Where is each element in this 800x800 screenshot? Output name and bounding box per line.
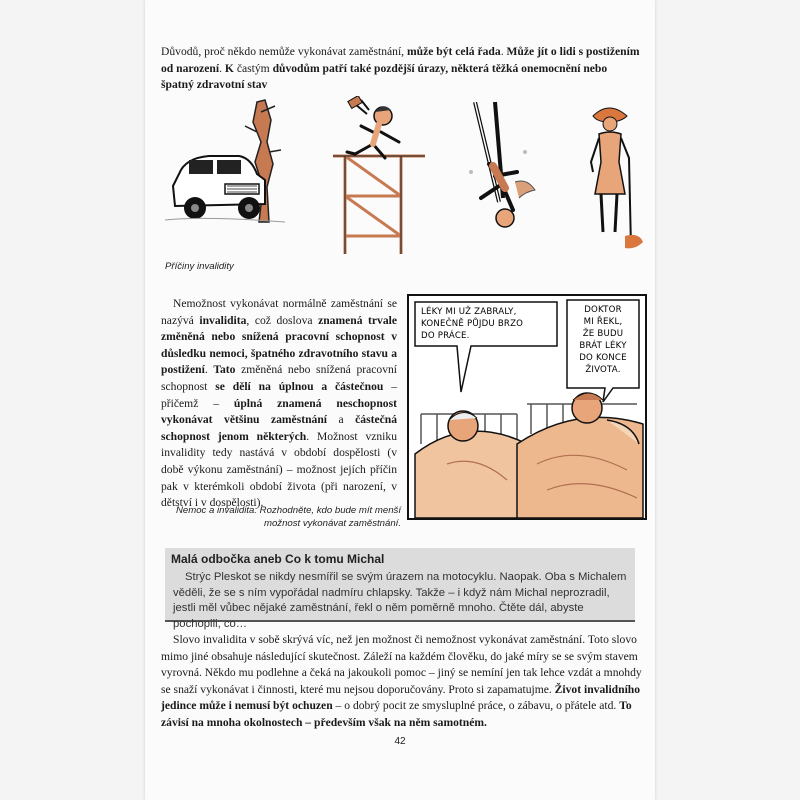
box-text: Strýc Pleskot se nikdy nesmířil se svým úrazem na motocyklu. Naopak. Oba s Michalem věděli, že se s ním vypořádal nadmíru chlapsky. Takže – i když nám Michal neprozradil, jestli měl vůbec nějaké zaměstnání, řekl o něm poměrně mnoho. Čtěte dál, abyste pochopili, co… [173, 571, 627, 630]
michal-side-note-box [165, 548, 635, 630]
caption-line: Nemoc a invalidita: Rozhodněte, kdo bude mít menší [175, 505, 401, 516]
bubble-right-line: DOKTOR [584, 305, 622, 315]
column-bold: Tato [213, 363, 236, 377]
bubble-left-line: LÉKY MI UŽ ZABRALY, [421, 307, 517, 317]
intro-bold: může být celá řada [406, 45, 501, 58]
scaffold-fall-illustration [325, 96, 435, 254]
intro-paragraph [161, 44, 653, 94]
final-text: Slovo invalidita v sobě skrývá víc, než jen možnost či nemožnost vykonávat zaměstnání. Toto slovo mimo jiné obsahuje následující skutečnost. Záleží na každém člověku, do jaké míry se se svým stavem vyrovná. Někdo mu podlehne a čeká na jakoukoli pomoc – jiný se nemíní jen tak lehce vzdát a mnohdy se snaží vykonávat i činnosti, které mu nejsou doporučovány. Proto si zapamatujme. [161, 633, 642, 696]
final-text: – o dobrý pocit ze smysluplné práce, o zábavu, o přátele atd. [332, 699, 620, 713]
bubble-right-line: ŽIVOTA. [585, 365, 621, 375]
column-text: a [327, 413, 356, 427]
intro-bold: důvodům patří také pozdější úrazy, některá těžká onemocnění nebo [272, 61, 608, 75]
invalidity-definition-column [161, 296, 397, 512]
final-bold: To závisí na mnoha okolnostech – především však na něm samotném. [161, 699, 632, 729]
figure-caption-illness [165, 504, 401, 530]
column-bold: znamená trvale změněná nebo snížená pracovní schopnost v důsledku nemoci, špatného zdravotního stavu a postižení [161, 313, 397, 377]
column-text: . Možnost vzniku invalidity tedy nastává v období dospělosti (v době výkonu zaměstnání) – možnost jejích příčin pak v kterémkoli období života (při narození, v dětství i v dospělosti). [161, 429, 397, 510]
column-bold: se dělí na úplnou a částečnou [215, 379, 384, 393]
intro-text: . [500, 45, 507, 58]
bubble-right-line: MI ŘEKL, [583, 317, 623, 327]
speech-bubble-right [567, 300, 639, 402]
column-text: , což doslova [246, 313, 319, 327]
column-text: změněná nebo snížená pracovní schopnost [161, 363, 398, 393]
intro-bold: K [224, 61, 234, 75]
car-crash-illustration [165, 92, 285, 232]
intro-bold: Může jít o lidi s postižením od narození [161, 45, 640, 75]
intro-text: . [219, 61, 225, 75]
ski-fall-illustration [455, 102, 545, 242]
page-number: 42 [394, 736, 406, 747]
column-text: . [204, 363, 214, 377]
intro-text: častým [233, 61, 273, 75]
bubble-right-line: ŽE BUDU [582, 329, 624, 339]
column-text: – přičemž – [161, 379, 397, 410]
hospital-comic-panel [407, 294, 647, 520]
final-bold: Život invalidního jedince může i nemusí být ochuzen [161, 682, 641, 713]
column-bold: částečná schopnost jenom některých [161, 413, 397, 443]
final-paragraph [161, 632, 653, 732]
intro-bold: špatný zdravotní stav [161, 78, 268, 92]
caption-line: možnost vykonávat zaměstnání. [263, 518, 401, 529]
woman-crutch-illustration [575, 102, 645, 252]
bubble-left-line: KONEČNĚ PŮJDU BRZO [421, 319, 524, 329]
figure-caption-causes: Příčiny invalidity [165, 261, 234, 272]
bubble-left-line: DO PRÁCE. [421, 331, 470, 341]
column-text: Nemožnost vykonávat normálně zaměstnání se nazývá [161, 297, 397, 327]
bubble-right-line: BRÁT LÉKY [579, 341, 627, 351]
intro-text: Důvodů, proč někdo nemůže vykonávat zaměstnání, [161, 45, 407, 58]
document-page [145, 0, 655, 800]
box-title: Malá odbočka aneb Co k tomu Michal [171, 552, 385, 566]
bubble-right-line: DO KONCE [579, 353, 627, 363]
column-bold: invalidita [199, 313, 247, 327]
column-bold: úplná znamená neschopnost vykonávat většinu zaměstnání [161, 396, 397, 427]
